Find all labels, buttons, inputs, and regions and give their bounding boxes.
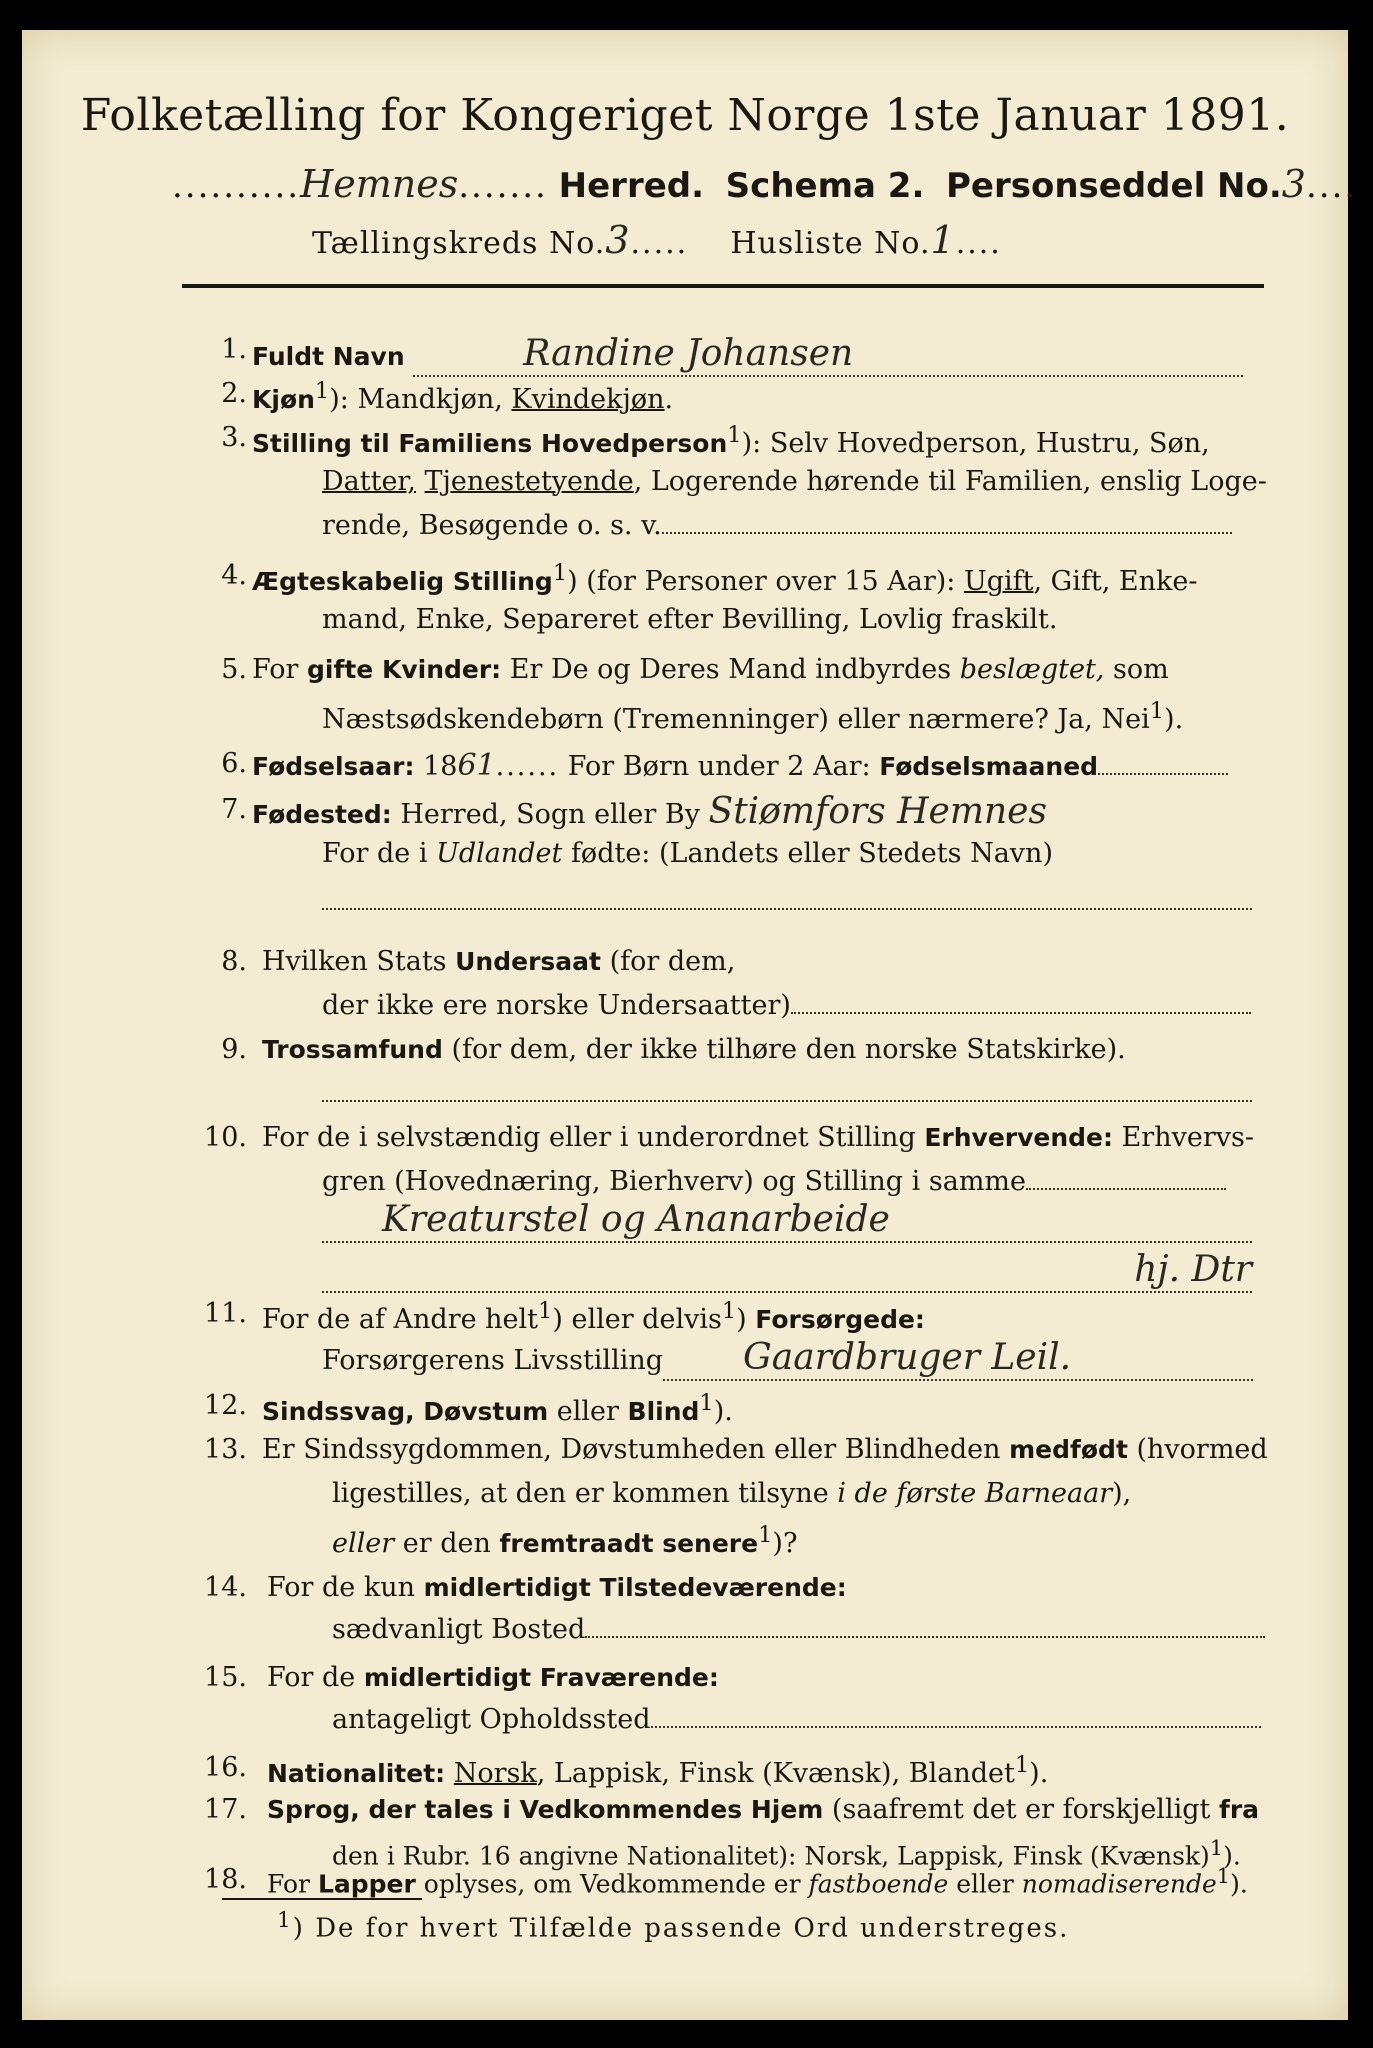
- q10-value: Kreaturstel og Ananarbeide: [382, 1199, 890, 1240]
- q13-text-a: Er Sindssygdommen, Døvstumheden eller Blindheden: [262, 1434, 1010, 1465]
- q12-label-b: Blind: [627, 1397, 700, 1426]
- q15-row: [267, 1662, 719, 1694]
- q11-row: [262, 1298, 925, 1336]
- q18-sup: 1: [1216, 1864, 1231, 1888]
- footnote-text: ) De for hvert Tilfælde passende Ord understreges.: [292, 1913, 1070, 1944]
- q3-label: Stilling til Familiens Hovedperson: [252, 429, 728, 458]
- q5-label: gifte Kvinder:: [307, 655, 502, 684]
- q5-italic: beslægtet,: [959, 654, 1105, 685]
- q3-number: 3.: [221, 422, 247, 453]
- q9-text-a: (for dem, der ikke tilhøre den norske Statskirke).: [442, 1034, 1126, 1065]
- q7-text-a: Herred, Sogn eller By: [391, 799, 700, 830]
- q18-label: Lapper: [317, 1869, 416, 1899]
- q13-row-2: [332, 1478, 1131, 1510]
- q7-label: Fødested:: [252, 800, 392, 829]
- q13-row-3: [332, 1522, 797, 1560]
- q11-text-b: ) eller delvis: [552, 1304, 722, 1335]
- q6-text-a: For Børn under 2 Aar:: [559, 751, 880, 782]
- personseddel-value: 3: [1281, 162, 1306, 206]
- q16-row: [267, 1752, 1048, 1790]
- kreds-line: Tællingskreds No.3..... Husliste No.1....: [312, 218, 1002, 262]
- q6-label: Fødselsaar:: [252, 752, 415, 781]
- husliste-label: Husliste No.: [730, 226, 931, 261]
- q16-end: ).: [1029, 1758, 1049, 1789]
- q9-row: [262, 1034, 1126, 1066]
- footnote: [277, 1908, 1069, 1944]
- q16-number: 16.: [204, 1752, 247, 1783]
- q7-blank: [322, 886, 1252, 918]
- herred-value: Hemnes: [300, 162, 459, 206]
- q13-italic: i de første Barneaar: [837, 1478, 1113, 1509]
- q3-text-c: rende, Besøgende o. s. v.: [322, 510, 662, 541]
- q17-row: [267, 1794, 1259, 1826]
- q7-italic: Udlandet: [436, 838, 563, 869]
- q18-text-b: oplyses, om Vedkommende er: [415, 1869, 809, 1899]
- q17-label-b: fra: [1218, 1795, 1260, 1824]
- q13-label: medfødt: [1009, 1435, 1128, 1464]
- q16-selected: Norsk: [453, 1758, 537, 1789]
- q4-sup: 1: [552, 560, 568, 586]
- q18-number: 18.: [204, 1864, 247, 1895]
- q11-sup-2: 1: [721, 1298, 737, 1324]
- q16-sup: 1: [1014, 1752, 1030, 1778]
- q7-row: [252, 790, 1047, 833]
- q13-text-b: (hvormed: [1127, 1434, 1268, 1465]
- q4-row: [252, 560, 1197, 598]
- q5-number: 5.: [221, 654, 247, 685]
- q15-row-2: [332, 1704, 1261, 1736]
- q11-label: Forsørgede:: [755, 1305, 925, 1334]
- q3-row-2: [322, 466, 1267, 498]
- q2-end: .: [664, 384, 674, 415]
- q13-text-d: ),: [1112, 1478, 1132, 1509]
- footnote-rule: [222, 1898, 422, 1900]
- q11-number: 11.: [204, 1298, 247, 1329]
- q17-label: Sprog, der tales i Vedkommendes Hjem: [267, 1795, 824, 1824]
- q10-text-b: Erhvervs-: [1113, 1122, 1254, 1153]
- q8-text-a: Hvilken Stats: [262, 946, 456, 977]
- q18-text-c: eller: [948, 1869, 1022, 1899]
- q1-row: [252, 332, 1243, 377]
- q5-prefix: For: [252, 654, 308, 685]
- q9-label: Trossamfund: [262, 1035, 443, 1064]
- q13-sup: 1: [758, 1522, 773, 1548]
- q16-label: Nationalitet:: [267, 1759, 446, 1788]
- q3-sup: 1: [727, 422, 742, 448]
- q14-row: [267, 1572, 847, 1604]
- schema-label: Schema 2.: [725, 166, 925, 206]
- q4-number: 4.: [221, 560, 247, 591]
- q11-text-a: For de af Andre helt: [262, 1304, 539, 1335]
- q3-row-3: [322, 510, 1232, 542]
- q6-label-b: Fødselsmaaned: [879, 752, 1099, 781]
- q4-text-c: mand, Enke, Separeret efter Bevilling, Lovlig fraskilt.: [322, 604, 1058, 635]
- q13-end: )?: [772, 1528, 798, 1559]
- q17-sup: 1: [1209, 1836, 1224, 1860]
- q5-text-c: Næstsødskendebørn (Tremenninger) eller nærmere? Ja, Nei: [322, 704, 1150, 735]
- q8-row-2: [322, 990, 1251, 1022]
- q2-sup: 1: [314, 378, 330, 404]
- q6-number: 6.: [221, 748, 247, 779]
- q18-end: ).: [1230, 1869, 1248, 1899]
- husliste-value: 1: [930, 218, 956, 262]
- q11-text-c: ): [736, 1304, 756, 1335]
- q14-text-b: sædvanligt Bosted: [332, 1614, 586, 1645]
- q15-number: 15.: [204, 1662, 247, 1693]
- q10-row-3: [322, 1198, 1252, 1243]
- q2-row: [252, 378, 673, 416]
- q8-number: 8.: [221, 946, 247, 977]
- q12-end: ).: [713, 1396, 733, 1427]
- herred-label: Herred.: [558, 166, 705, 206]
- q8-label: Undersaat: [455, 947, 601, 976]
- q13-text-c: ligestilles, at den er kommen tilsyne: [332, 1478, 838, 1509]
- q14-text-a: For de kun: [267, 1572, 424, 1603]
- q14-number: 14.: [204, 1572, 247, 1603]
- q12-text-a: eller: [548, 1396, 628, 1427]
- q7-value: Stiømfors Hemnes: [708, 791, 1047, 832]
- footnote-sup: 1: [277, 1908, 293, 1933]
- q4-text-b: , Gift, Enke-: [1033, 566, 1198, 597]
- q9-blank: [322, 1078, 1252, 1110]
- kreds-label: Tællingskreds No.: [312, 226, 606, 261]
- q10-row-4: [322, 1248, 1252, 1293]
- q8-text-b: (for dem,: [600, 946, 736, 977]
- q17-text-a: (saafremt det er forskjelligt: [823, 1794, 1219, 1825]
- q1-number: 1.: [221, 334, 247, 365]
- q7-row-2: [322, 838, 1053, 870]
- q5-text-b: som: [1104, 654, 1169, 685]
- q8-text-c: der ikke ere norske Undersaatter): [322, 990, 791, 1021]
- q10-value-b: hj. Dtr: [1134, 1249, 1252, 1290]
- q18-italic-b: nomadiserende: [1021, 1869, 1217, 1899]
- q5-end: ).: [1164, 704, 1184, 735]
- q17-text-b: den i Rubr. 16 angivne Nationalitet): Norsk, Lappisk, Finsk (Kvænsk): [332, 1841, 1210, 1871]
- q18-italic: fastboende: [808, 1869, 949, 1899]
- q2-number: 2.: [221, 378, 247, 409]
- q10-row-2: [322, 1166, 1226, 1198]
- q3-row: [252, 422, 1210, 460]
- q11-sup: 1: [538, 1298, 553, 1324]
- q7-number: 7.: [221, 794, 247, 825]
- q2-selected: Kvindekjøn: [511, 384, 665, 415]
- q13-text-e: er den: [394, 1528, 500, 1559]
- q11-value: Gaardbruger Leil.: [743, 1337, 1072, 1378]
- q18-row: [267, 1864, 1248, 1899]
- q5-sup: 1: [1149, 698, 1165, 724]
- census-form: [22, 30, 1358, 2020]
- q10-text-c: gren (Hovednæring, Bierhverv) og Stilling i samme: [322, 1166, 1027, 1197]
- q15-label: midlertidigt Fraværende:: [363, 1663, 719, 1692]
- q6-prefix: 18: [414, 751, 458, 782]
- q12-number: 12.: [204, 1390, 247, 1421]
- kreds-value: 3: [605, 218, 631, 262]
- q3-text-a: ): Selv Hovedperson, Hustru, Søn,: [741, 428, 1210, 459]
- q13-italic-b: eller: [332, 1528, 395, 1559]
- form-title: Folketælling for Kongeriget Norge 1ste Januar 1891.: [80, 90, 1290, 141]
- q9-number: 9.: [221, 1034, 247, 1065]
- q8-row: [262, 946, 735, 978]
- q3-selected-b: Tjenestetyende: [424, 466, 634, 497]
- q13-label-b: fremtraadt senere: [499, 1529, 759, 1558]
- q11-row-2: [322, 1336, 1253, 1381]
- header-rule: [182, 284, 1264, 288]
- q10-number: 10.: [204, 1122, 247, 1153]
- q11-text-d: Forsørgerens Livsstilling: [322, 1345, 664, 1376]
- q1-value: Randine Johansen: [523, 333, 854, 374]
- q18-text-a: For: [267, 1869, 318, 1899]
- q3-text-b: , Logerende hørende til Familien, enslig Loge-: [633, 466, 1267, 497]
- herred-line: ..........Hemnes....... Herred. Schema 2. Personseddel No.3....: [172, 162, 1358, 206]
- q2-text: ): Mandkjøn,: [329, 384, 512, 415]
- q5-row-2: [322, 698, 1183, 736]
- q7-text-c: fødte: (Landets eller Stedets Navn): [562, 838, 1053, 869]
- q6-row: Fødselsaar: 1861...... For Børn under 2 Aar: Fødselsmaaned: [252, 748, 1228, 784]
- q13-number: 13.: [204, 1434, 247, 1465]
- q5-row: [252, 654, 1169, 686]
- q10-label: Erhvervende:: [924, 1123, 1114, 1152]
- q10-text-a: For de i selvstændig eller i underordnet Stilling: [262, 1122, 925, 1153]
- q14-label: midlertidigt Tilstedeværende:: [423, 1573, 847, 1602]
- q4-label: Ægteskabelig Stilling: [252, 567, 553, 596]
- q14-row-2: [332, 1614, 1265, 1646]
- q17-end: ).: [1223, 1841, 1241, 1871]
- q6-value: 61: [457, 748, 496, 783]
- q5-text-a: Er De og Deres Mand indbyrdes: [501, 654, 960, 685]
- q13-row: [262, 1434, 1268, 1466]
- q17-number: 17.: [204, 1794, 247, 1825]
- q2-label: Kjøn: [252, 385, 315, 414]
- q15-text-a: For de: [267, 1662, 364, 1693]
- q16-text-a: , Lappisk, Finsk (Kvænsk), Blandet: [536, 1758, 1015, 1789]
- q4-text-a: ) (for Personer over 15 Aar):: [567, 566, 964, 597]
- q4-selected: Ugift: [963, 566, 1034, 597]
- q10-row: [262, 1122, 1254, 1154]
- personseddel-label: Personseddel No.: [945, 166, 1282, 206]
- q7-text-b: For de i: [322, 838, 437, 869]
- q12-row: [262, 1390, 733, 1428]
- q12-label: Sindssvag, Døvstum: [262, 1397, 549, 1426]
- q15-text-b: antageligt Opholdssted: [332, 1704, 651, 1735]
- q4-row-2: [322, 604, 1057, 636]
- q3-selected-a: Datter,: [322, 466, 416, 497]
- q1-label: Fuldt Navn: [252, 342, 405, 371]
- q12-sup: 1: [699, 1390, 714, 1416]
